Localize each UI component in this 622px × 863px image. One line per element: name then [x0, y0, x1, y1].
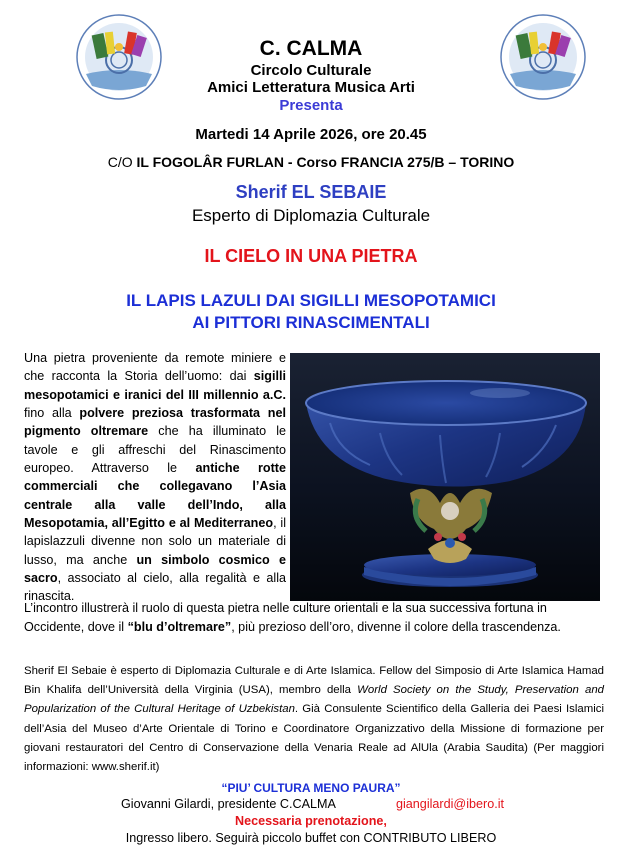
- desc-text-5: , associato al cielo, alla regalità e alla rinascita.: [24, 571, 286, 604]
- organization-name: C. CALMA: [259, 37, 363, 60]
- bio-text-2: . Già Consulente Scientifico della Galleria dei Paesi Islamici dell’Asia del Museo d’Arte Orientale di Torino e Coordinatore Organizzativo della Missione di formazione per giovani restauratori del Centro di Conservazione della Venaria Reale ad AlUla (Arabia Saudita) (Per maggiori informazioni: www.sherif.it): [24, 703, 604, 774]
- desc-line-1: L’incontro illustrerà il ruolo di questa pietra nelle culture orientali e la sua successiva fortuna in: [24, 601, 547, 615]
- contact-email-link[interactable]: giangilardi@ibero.it: [396, 797, 504, 811]
- desc-text-2: fino alla: [24, 406, 80, 421]
- booking-required: Necessaria prenotazione,: [235, 814, 387, 828]
- event-date: Martedi 14 Aprile 2026, ore 20.45: [195, 126, 427, 143]
- event-title: IL CIELO IN UNA PIETRA: [204, 246, 418, 266]
- presenta-label: Presenta: [279, 97, 343, 114]
- bio-italic: World Society on the Study, Preservation and Popularization of the Cultural Heritage of Uzbekistan: [24, 684, 604, 716]
- organization-tagline: Amici Letteratura Musica Arti: [207, 79, 415, 96]
- desc-bold-2: polvere preziosa trasformata nel pigmento oltremare: [24, 406, 286, 439]
- desc-bold-3: antiche rotte commerciali che collegavano l’Asia centrale alla valle dell’Indo, alla Mesopotamia, all’Egitto e al Mediterraneo: [24, 461, 287, 531]
- desc-line2-post: , più prezioso dell’oro, divenne il colore della trascendenza.: [231, 620, 561, 634]
- speaker-role: Esperto di Diplomazia Culturale: [191, 206, 431, 225]
- desc-bold-1: sigilli mesopotamici e iranici del III millennio a.C.: [24, 369, 286, 402]
- desc-bold-4: un simbolo cosmico e sacro: [24, 552, 286, 586]
- organization-subtitle: Circolo Culturale: [250, 62, 372, 79]
- event-venue: [0, 154, 622, 170]
- slogan: “PIU’ CULTURA MENO PAURA”: [221, 781, 401, 795]
- desc-line2-pre: Occidente, dove il: [24, 620, 128, 634]
- speaker-name: Sherif EL SEBAIE: [235, 182, 387, 202]
- entry-info: Ingresso libero. Seguirà piccolo buffet con CONTRIBUTO LIBERO: [125, 831, 497, 845]
- lapis-lazuli-cup-photo: [290, 353, 600, 601]
- event-subtitle-line1: IL LAPIS LAZULI DAI SIGILLI MESOPOTAMICI: [126, 291, 496, 310]
- bio-text-1: Sherif El Sebaie è esperto di Diplomazia Culturale e di Arte Islamica. Fellow del Simposio di Arte Islamica Hamad Bin Khalifa dell’Università della Virginia (USA), membro della: [24, 665, 604, 697]
- speaker-biography: [24, 662, 604, 777]
- desc-text-3: che ha illuminato le tavole e gli affreschi del Rinascimento europeo. Attraverso le: [24, 424, 286, 476]
- desc-text-4: , il lapislazzuli divenne non solo un materiale di lusso, ma anche: [24, 516, 287, 567]
- venue-prefix: C/O: [107, 154, 133, 170]
- event-subtitle-line2: AI PITTORI RINASCIMENTALI: [192, 313, 430, 332]
- desc-line-2: [24, 620, 604, 634]
- event-description: [24, 349, 286, 606]
- president-credit: Giovanni Gilardi, presidente C.CALMA: [121, 797, 336, 811]
- venue-address: IL FOGOLÂR FURLAN - Corso FRANCIA 275/B – TORINO: [136, 154, 515, 170]
- desc-line2-bold: “blu d’oltremare”: [127, 620, 232, 634]
- desc-text-1: Una pietra proveniente da remote miniere e che racconta la Storia dell’uomo: dai: [24, 351, 286, 384]
